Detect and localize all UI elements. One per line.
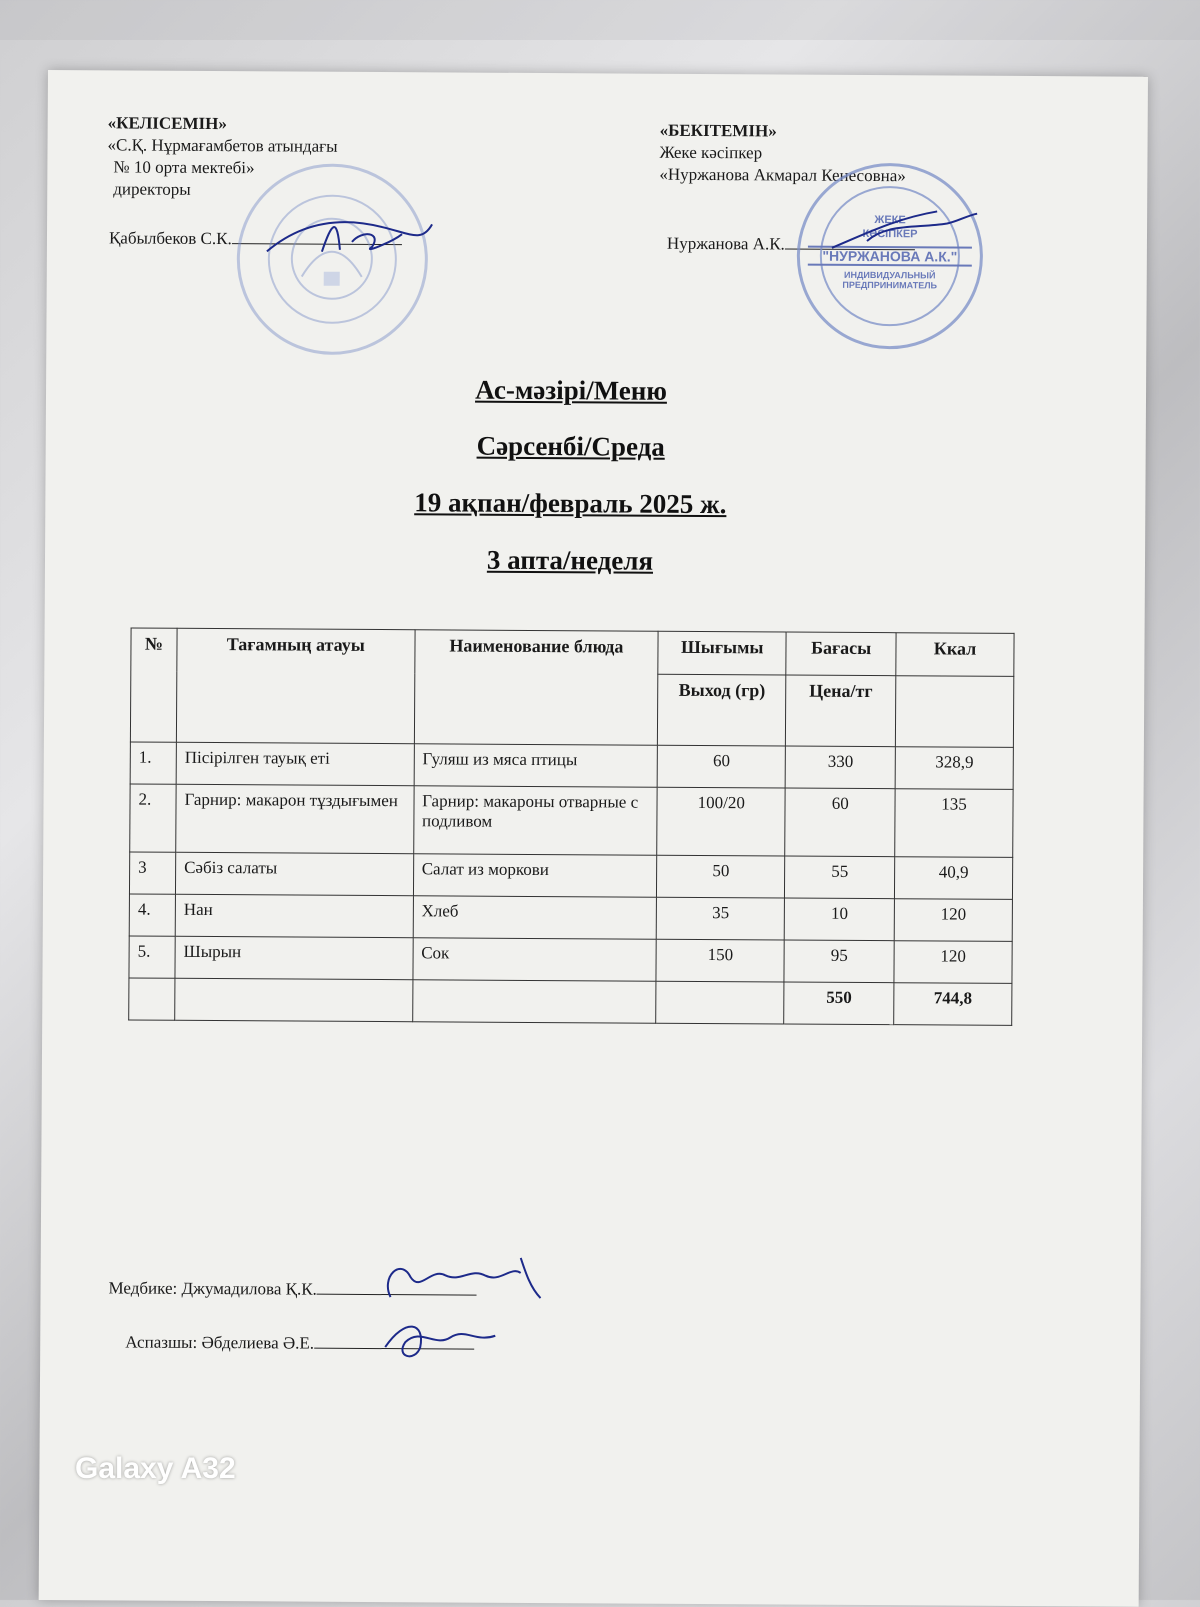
approval-right-line1: Жеке кәсіпкер (659, 142, 763, 163)
row-kcal: 120 (894, 941, 1012, 984)
header-price-ru: Цена/тг (786, 675, 896, 747)
cook-label: Аспазшы: Әбделиева Ә.Е. (125, 1332, 315, 1353)
row-name-ru: Сок (413, 938, 657, 981)
approval-left-line2: № 10 орта мектебі» (113, 157, 255, 178)
row-num: 1. (130, 742, 176, 784)
stamp-line3: ИНДИВИДУАЛЬНЫЙ ПРЕДПРИНИМАТЕЛЬ (842, 269, 938, 291)
nurse-label: Медбике: Джумадилова Қ.К. (108, 1278, 317, 1299)
stamp-name: "НУРЖАНОВА А.К." (808, 246, 972, 267)
approval-left-line3: директоры (113, 179, 191, 199)
stamp-line1: ЖЕКЕ (874, 214, 906, 227)
title-day: Сәрсенбі/Среда (476, 430, 665, 462)
director-signature-icon (262, 211, 442, 262)
table-header-row (131, 628, 1014, 676)
row-output: 150 (656, 939, 784, 982)
row-name-kz: Нан (175, 894, 413, 937)
row-price: 55 (785, 856, 895, 899)
row-kcal: 135 (895, 789, 1013, 858)
approval-left-heading: «КЕЛІСЕМІН» (107, 113, 227, 134)
row-kcal: 328,9 (895, 747, 1013, 790)
header-output-ru: Выход (гр) (658, 674, 786, 746)
title-menu: Ас-мәзірі/Меню (475, 374, 668, 406)
row-price: 60 (785, 788, 895, 857)
row-price: 10 (784, 898, 894, 941)
approval-left-signer-name: Қабылбеков С.К. (108, 228, 232, 249)
row-kcal: 120 (894, 899, 1012, 942)
row-output: 100/20 (657, 787, 785, 856)
row-name-ru: Салат из моркови (413, 854, 657, 897)
row-num: 2. (130, 784, 176, 852)
stamp-line2: КӘСІПКЕР (862, 227, 918, 241)
entrepreneur-stamp (796, 163, 983, 350)
header-kcal: Ккал (896, 633, 1014, 677)
row-output: 60 (657, 745, 785, 788)
row-name-kz: Пісірілген тауық еті (176, 742, 414, 785)
entrepreneur-signature-icon (827, 203, 987, 254)
row-price: 330 (785, 746, 895, 789)
row-name-ru: Гарнир: макароны отварные с подливом (413, 786, 657, 855)
table-row (129, 894, 1012, 941)
title-date: 19 ақпан/февраль 2025 ж. (414, 487, 727, 520)
title-week: 3 апта/неделя (486, 544, 654, 576)
row-name-ru: Гуляш из мяса птицы (414, 744, 658, 787)
header-name-ru: Наименование блюда (414, 630, 658, 745)
row-name-kz: Шырын (175, 936, 413, 979)
camera-watermark: Galaxy A32 (75, 1452, 236, 1485)
approval-right-line2: «Нуржанова Акмарал Кенесовна» (659, 164, 906, 186)
table-row (130, 742, 1013, 789)
table-row (129, 852, 1012, 899)
background-marble (0, 0, 1200, 40)
row-name-kz: Гарнир: макарон тұздығымен (176, 784, 414, 853)
cook-signature-icon (375, 1307, 505, 1368)
total-price: 550 (784, 982, 894, 1025)
row-price: 95 (784, 940, 894, 983)
row-name-ru: Хлеб (413, 896, 657, 939)
approval-right-signer-name: Нуржанова А.К. (666, 233, 785, 254)
header-name-kz: Тағамның атауы (176, 628, 414, 743)
menu-document (39, 70, 1148, 1607)
row-output: 35 (657, 897, 785, 940)
row-num: 5. (129, 936, 175, 978)
header-output-kz: Шығымы (658, 631, 786, 675)
table-row (130, 784, 1013, 857)
row-kcal: 40,9 (895, 857, 1013, 900)
approval-left-line1: «С.Қ. Нұрмағамбетов атындағы (107, 135, 338, 156)
header-num: № (130, 628, 177, 742)
header-price-kz: Бағасы (786, 632, 896, 676)
row-num: 4. (129, 894, 175, 936)
total-kcal: 744,8 (894, 983, 1012, 1026)
table-row (129, 936, 1012, 983)
row-output: 50 (657, 855, 785, 898)
menu-table (128, 628, 1014, 1026)
row-num: 3 (129, 852, 175, 894)
header-kcal-empty (896, 676, 1014, 748)
table-total-row (129, 978, 1012, 1025)
row-name-kz: Сәбіз салаты (175, 852, 413, 895)
approval-right-heading: «БЕКІТЕМІН» (659, 120, 777, 141)
nurse-signature-icon (370, 1247, 550, 1308)
